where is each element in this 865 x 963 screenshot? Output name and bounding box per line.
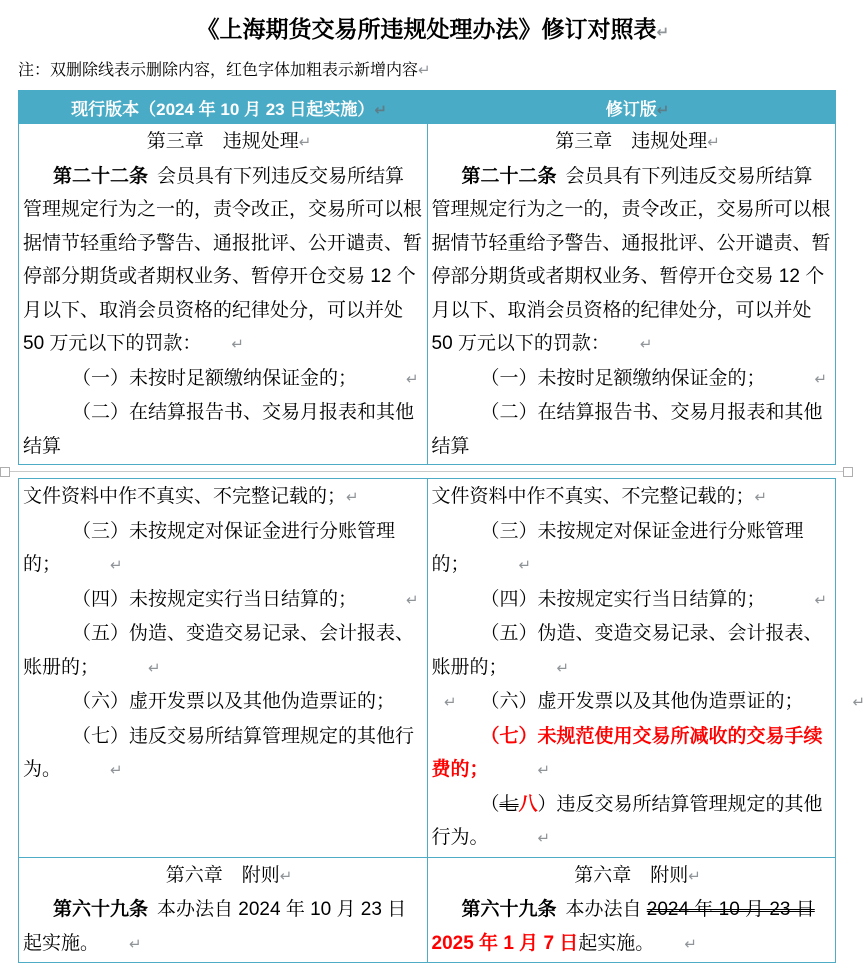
list-item-5-text: （五）伪造、变造交易记录、会计报表、账册的； [431,623,823,678]
list-item-8-deleted-number: 七 [499,793,519,815]
chapter6-heading-text: 第六章 附则 [165,864,280,886]
list-item-1-text: （一）未按时足额缴纳保证金的； [72,367,358,389]
table-row [19,479,836,858]
list-item-2-tail-text: 文件资料中作不真实、不完整记载的； [431,486,755,507]
page-break-line [0,471,853,472]
article22-paragraph: 第二十二条 会员具有下列违反交易所结算管理规定行为之一的，责令改正，交易所可以根据情节轻重给予警告、通报批评、公开谴责、暂停部分期货或者期权业务、暂停开仓交易 12 个月以下、取消会员资格的纪律处分，可以并处 50 万元以下的罚款： ↵ [431,165,831,354]
list-item-8-inserted-number: 八 [518,793,538,815]
chapter3-heading-text: 第三章 违规处理 [555,131,708,152]
list-item-3-text: （三）未按规定对保证金进行分账管理的； [23,520,396,575]
list-item-8-text: ）违反交易所结算管理规定的其他行为。 [431,793,823,848]
article22-number: 第二十二条 [53,165,149,187]
list-item-1: （一）未按时足额缴纳保证金的； ↵ [72,367,419,389]
list-item-6: （六）虚开发票以及其他伪造票证的； ↵ [480,691,865,712]
article69-paragraph: 第六十九条 本办法自 2024 年 10 月 23 日起实施。 ↵ [23,899,407,954]
list-item-7-new-text: （七）未规范使用交易所减收的交易手续费的； [431,725,823,780]
page-break-gap [0,465,853,478]
article69-number: 第六十九条 [461,899,557,920]
list-item-6-text: （六）虚开发票以及其他伪造票证的； [72,691,396,712]
list-item-7-old-text: （七）违反交易所结算管理规定的其他行为。 [23,725,415,780]
cell-current-article22-continued [19,479,428,858]
article22-body: 会员具有下列违反交易所结算管理规定行为之一的，责令改正，交易所可以根据情节轻重给予警告、通报批评、公开谴责、暂停部分期货或者期权业务、暂停开仓交易 12 个月以下、取消会员资格的纪律处分，可以并处 50 万元以下的罚款： [431,165,831,354]
page-crop-mark-right [843,467,853,477]
list-item-2-head [432,396,832,463]
article69-number: 第六十九条 [53,899,149,920]
article69-revised-suffix: 起实施。 [578,932,655,954]
list-item-8-open-paren: （ [480,793,500,815]
chapter3-heading-text: 第三章 违规处理 [146,131,299,152]
header-revised-label: 修订版 [605,99,657,119]
list-item-4-text: （四）未按规定实行当日结算的； [72,588,358,610]
list-item-4: （四）未按规定实行当日结算的； ↵ [480,588,828,610]
list-item-1-text: （一）未按时足额缴纳保证金的； [480,367,766,389]
list-item-2-head-text: （二）在结算报告书、交易月报表和其他结算 [23,402,415,457]
list-item-4: （四）未按规定实行当日结算的； ↵ [72,588,419,610]
list-item-5-text: （五）伪造、变造交易记录、会计报表、账册的； [23,623,415,678]
cell-revised-article22-continued [427,479,865,858]
header-current-label: 现行版本（2024 年 10 月 23 日起实施） [71,99,375,119]
cell-current-article69 [19,857,428,963]
list-item-2-head-text: （二）在结算报告书、交易月报表和其他结算 [431,402,823,457]
page-title-text: 《上海期货交易所违规处理办法》修订对照表 [196,16,657,42]
cell-revised-article69 [427,857,836,963]
chapter3-heading: 第三章 违规处理↵ [146,131,312,152]
list-item-6 [23,685,423,720]
revision-note-text: 注：双删除线表示删除内容，红色字体加粗表示新增内容 [18,62,419,79]
list-item-6-text: （六）虚开发票以及其他伪造票证的； [480,691,804,712]
list-item-3: （三）未按规定对保证金进行分账管理的； ↵ [431,520,804,575]
header-cell-current-version: 现行版本（2024 年 10 月 23 日起实施）↵ [19,91,428,124]
table-row [19,857,836,963]
list-item-7-new: （七）未规范使用交易所减收的交易手续费的； ↵ [431,725,823,780]
article69-paragraph: 第六十九条 本办法自 2024 年 10 月 23 日2025 年 1 月 7 日起实施。 ↵ [431,899,815,954]
cell-current-article22 [19,124,428,465]
list-item-7-old: （七）违反交易所结算管理规定的其他行为。 ↵ [23,725,415,780]
header-cell-revised-version: 修订版↵ [427,91,836,124]
table-header-row [19,91,836,124]
list-item-4-text: （四）未按规定实行当日结算的； [480,588,766,610]
article69-new-date: 2025 年 1 月 7 日 [431,932,579,954]
page-title: 《上海期货交易所违规处理办法》修订对照表↵ [196,16,670,42]
list-item-1: （一）未按时足额缴纳保证金的； ↵ [480,367,828,389]
list-item-2-tail: 文件资料中作不真实、不完整记载的；↵ [23,486,359,507]
list-item-3: （三）未按规定对保证金进行分账管理的； ↵ [23,520,396,575]
revision-note: 注：双删除线表示删除内容，红色字体加粗表示新增内容↵ [18,62,431,79]
article69-revised-prefix: 本办法自 [565,899,647,920]
list-item-5: （五）伪造、变造交易记录、会计报表、账册的； ↵ [23,623,415,678]
cell-revised-article22 [427,124,836,465]
article22-number: 第二十二条 [461,165,557,187]
chapter6-heading: 第六章 附则↵ [165,864,293,886]
list-item-2-head [23,396,423,463]
article69-deleted-date: 2024 年 10 月 23 日 [646,899,815,920]
comparison-table-page2 [18,478,865,963]
list-item-5: （五）伪造、变造交易记录、会计报表、账册的； ↵ [431,623,823,678]
list-item-3-text: （三）未按规定对保证金进行分账管理的； [431,520,804,575]
article22-paragraph: 第二十二条 会员具有下列违反交易所结算管理规定行为之一的，责令改正，交易所可以根据情节轻重给予警告、通报批评、公开谴责、暂停部分期货或者期权业务、暂停开仓交易 12 个月以下、取消会员资格的纪律处分，可以并处 50 万元以下的罚款： ↵ [23,165,423,354]
list-item-2-tail-text: 文件资料中作不真实、不完整记载的； [23,486,347,507]
page-crop-mark-left [0,467,10,477]
chapter3-heading: 第三章 违规处理↵ [555,131,720,152]
list-item-8-renumbered: （七八）违反交易所结算管理规定的其他行为。 ↵ [431,793,823,848]
article22-body: 会员具有下列违反交易所结算管理规定行为之一的，责令改正，交易所可以根据情节轻重给予警告、通报批评、公开谴责、暂停部分期货或者期权业务、暂停开仓交易 12 个月以下、取消会员资格的纪律处分，可以并处 50 万元以下的罚款： [23,165,423,354]
chapter6-heading: 第六章 附则↵ [574,864,701,886]
list-item-2-tail: 文件资料中作不真实、不完整记载的；↵ [431,486,768,507]
chapter6-heading-text: 第六章 附则 [574,864,689,886]
article69-current-text: 本办法自 2024 年 10 月 23 日起实施。 [23,899,407,954]
table-row [19,124,836,465]
comparison-table-page1 [18,90,836,465]
